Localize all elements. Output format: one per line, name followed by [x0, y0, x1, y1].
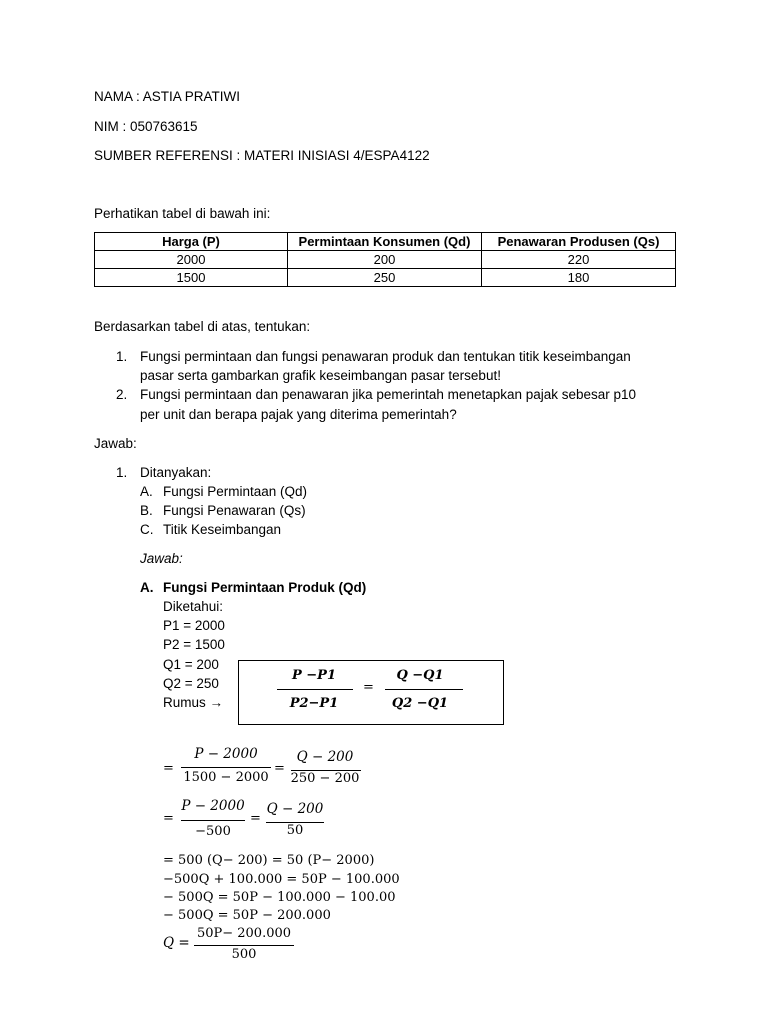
fraction-line: [385, 689, 463, 690]
formula-numerator-left: P −P1: [291, 668, 336, 683]
table-cell: 220: [482, 251, 676, 269]
header-penawaran: Penawaran Produsen (Qs): [482, 233, 676, 251]
student-nim: NIM : 050763615: [94, 119, 198, 134]
question-1-line-2: pasar serta gambarkan grafik keseimbangan pasar tersebut!: [140, 368, 501, 383]
table-cell: 180: [482, 269, 676, 287]
step-numerator: P − 2000: [194, 746, 258, 762]
jawab-label: Jawab:: [94, 436, 137, 451]
table-cell: 2000: [95, 251, 288, 269]
step-numerator: Q − 200: [296, 749, 354, 765]
step-equals: =: [163, 811, 174, 826]
student-name: NAMA : ASTIA PRATIWI: [94, 89, 241, 104]
final-lhs: Q =: [163, 935, 190, 951]
step-equals: =: [274, 761, 285, 776]
question-2-line-1: Fungsi permintaan dan penawaran jika pemerintah menetapkan pajak sebesar p10: [140, 387, 637, 402]
formula-denominator-right: Q2 −Q1: [391, 696, 449, 711]
item-text: Fungsi Penawaran (Qs): [163, 503, 306, 518]
ditanyakan-label: Ditanyakan:: [140, 465, 212, 480]
step-numerator: Q − 200: [266, 801, 324, 817]
final-numerator: 50P− 200.000: [196, 926, 292, 941]
section-a-title: Fungsi Permintaan Produk (Qd): [163, 580, 367, 595]
given-value: P2 = 1500: [163, 637, 225, 652]
step-equals: =: [163, 761, 174, 776]
question-number: 2.: [116, 387, 128, 402]
formula-equals: =: [363, 680, 374, 695]
diketahui-label: Diketahui:: [163, 599, 224, 614]
jawab-italic: Jawab:: [140, 551, 183, 566]
table-row: [95, 269, 676, 287]
fraction-line: [277, 689, 353, 690]
question-1-line-1: Fungsi permintaan dan fungsi penawaran produk dan tentukan titik keseimbangan: [140, 349, 631, 364]
rumus-label: Rumus →: [163, 695, 224, 710]
step-denominator: 250 − 200: [290, 771, 360, 786]
step-denominator: −500: [195, 824, 231, 839]
instruction-text: Berdasarkan tabel di atas, tentukan:: [94, 319, 311, 334]
final-denominator: 500: [231, 947, 257, 962]
answer-number: 1.: [116, 465, 128, 480]
table-cell: 250: [288, 269, 482, 287]
step-numerator: P − 2000: [181, 798, 245, 814]
formula-box: [238, 660, 504, 725]
item-letter: C.: [140, 522, 154, 537]
given-value: P1 = 2000: [163, 618, 225, 633]
formula-denominator-left: P2−P1: [289, 696, 339, 711]
fraction-line: [181, 767, 271, 768]
question-2-line-2: per unit dan berapa pajak yang diterima pemerintah?: [140, 407, 457, 422]
given-value: Q1 = 200: [163, 657, 219, 672]
item-letter: B.: [140, 503, 153, 518]
given-value: Q2 = 250: [163, 676, 219, 691]
fraction-line: [181, 820, 245, 821]
derivation-line: = 500 (Q− 200) = 50 (P− 2000): [163, 853, 375, 868]
step-denominator: 1500 − 2000: [183, 770, 269, 785]
table-cell: 1500: [95, 269, 288, 287]
question-number: 1.: [116, 349, 128, 364]
table-header-row: [95, 233, 676, 251]
derivation-line: − 500Q = 50P − 100.000 − 100.00: [163, 890, 396, 905]
section-a-letter: A.: [140, 580, 154, 595]
table-row: [95, 251, 676, 269]
price-table: [94, 232, 676, 287]
derivation-line: − 500Q = 50P − 200.000: [163, 908, 331, 923]
item-letter: A.: [140, 484, 153, 499]
formula-numerator-right: Q −Q1: [396, 668, 444, 683]
intro-text: Perhatikan tabel di bawah ini:: [94, 206, 271, 221]
derivation-line: −500Q + 100.000 = 50P − 100.000: [163, 872, 400, 887]
step-denominator: 50: [286, 823, 304, 838]
header-permintaan: Permintaan Konsumen (Qd): [288, 233, 482, 251]
fraction-line: [194, 945, 294, 946]
reference-source: SUMBER REFERENSI : MATERI INISIASI 4/ESPA4122: [94, 148, 430, 163]
item-text: Titik Keseimbangan: [163, 522, 282, 537]
table-cell: 200: [288, 251, 482, 269]
item-text: Fungsi Permintaan (Qd): [163, 484, 308, 499]
step-equals: =: [250, 811, 261, 826]
header-harga: Harga (P): [95, 233, 288, 251]
